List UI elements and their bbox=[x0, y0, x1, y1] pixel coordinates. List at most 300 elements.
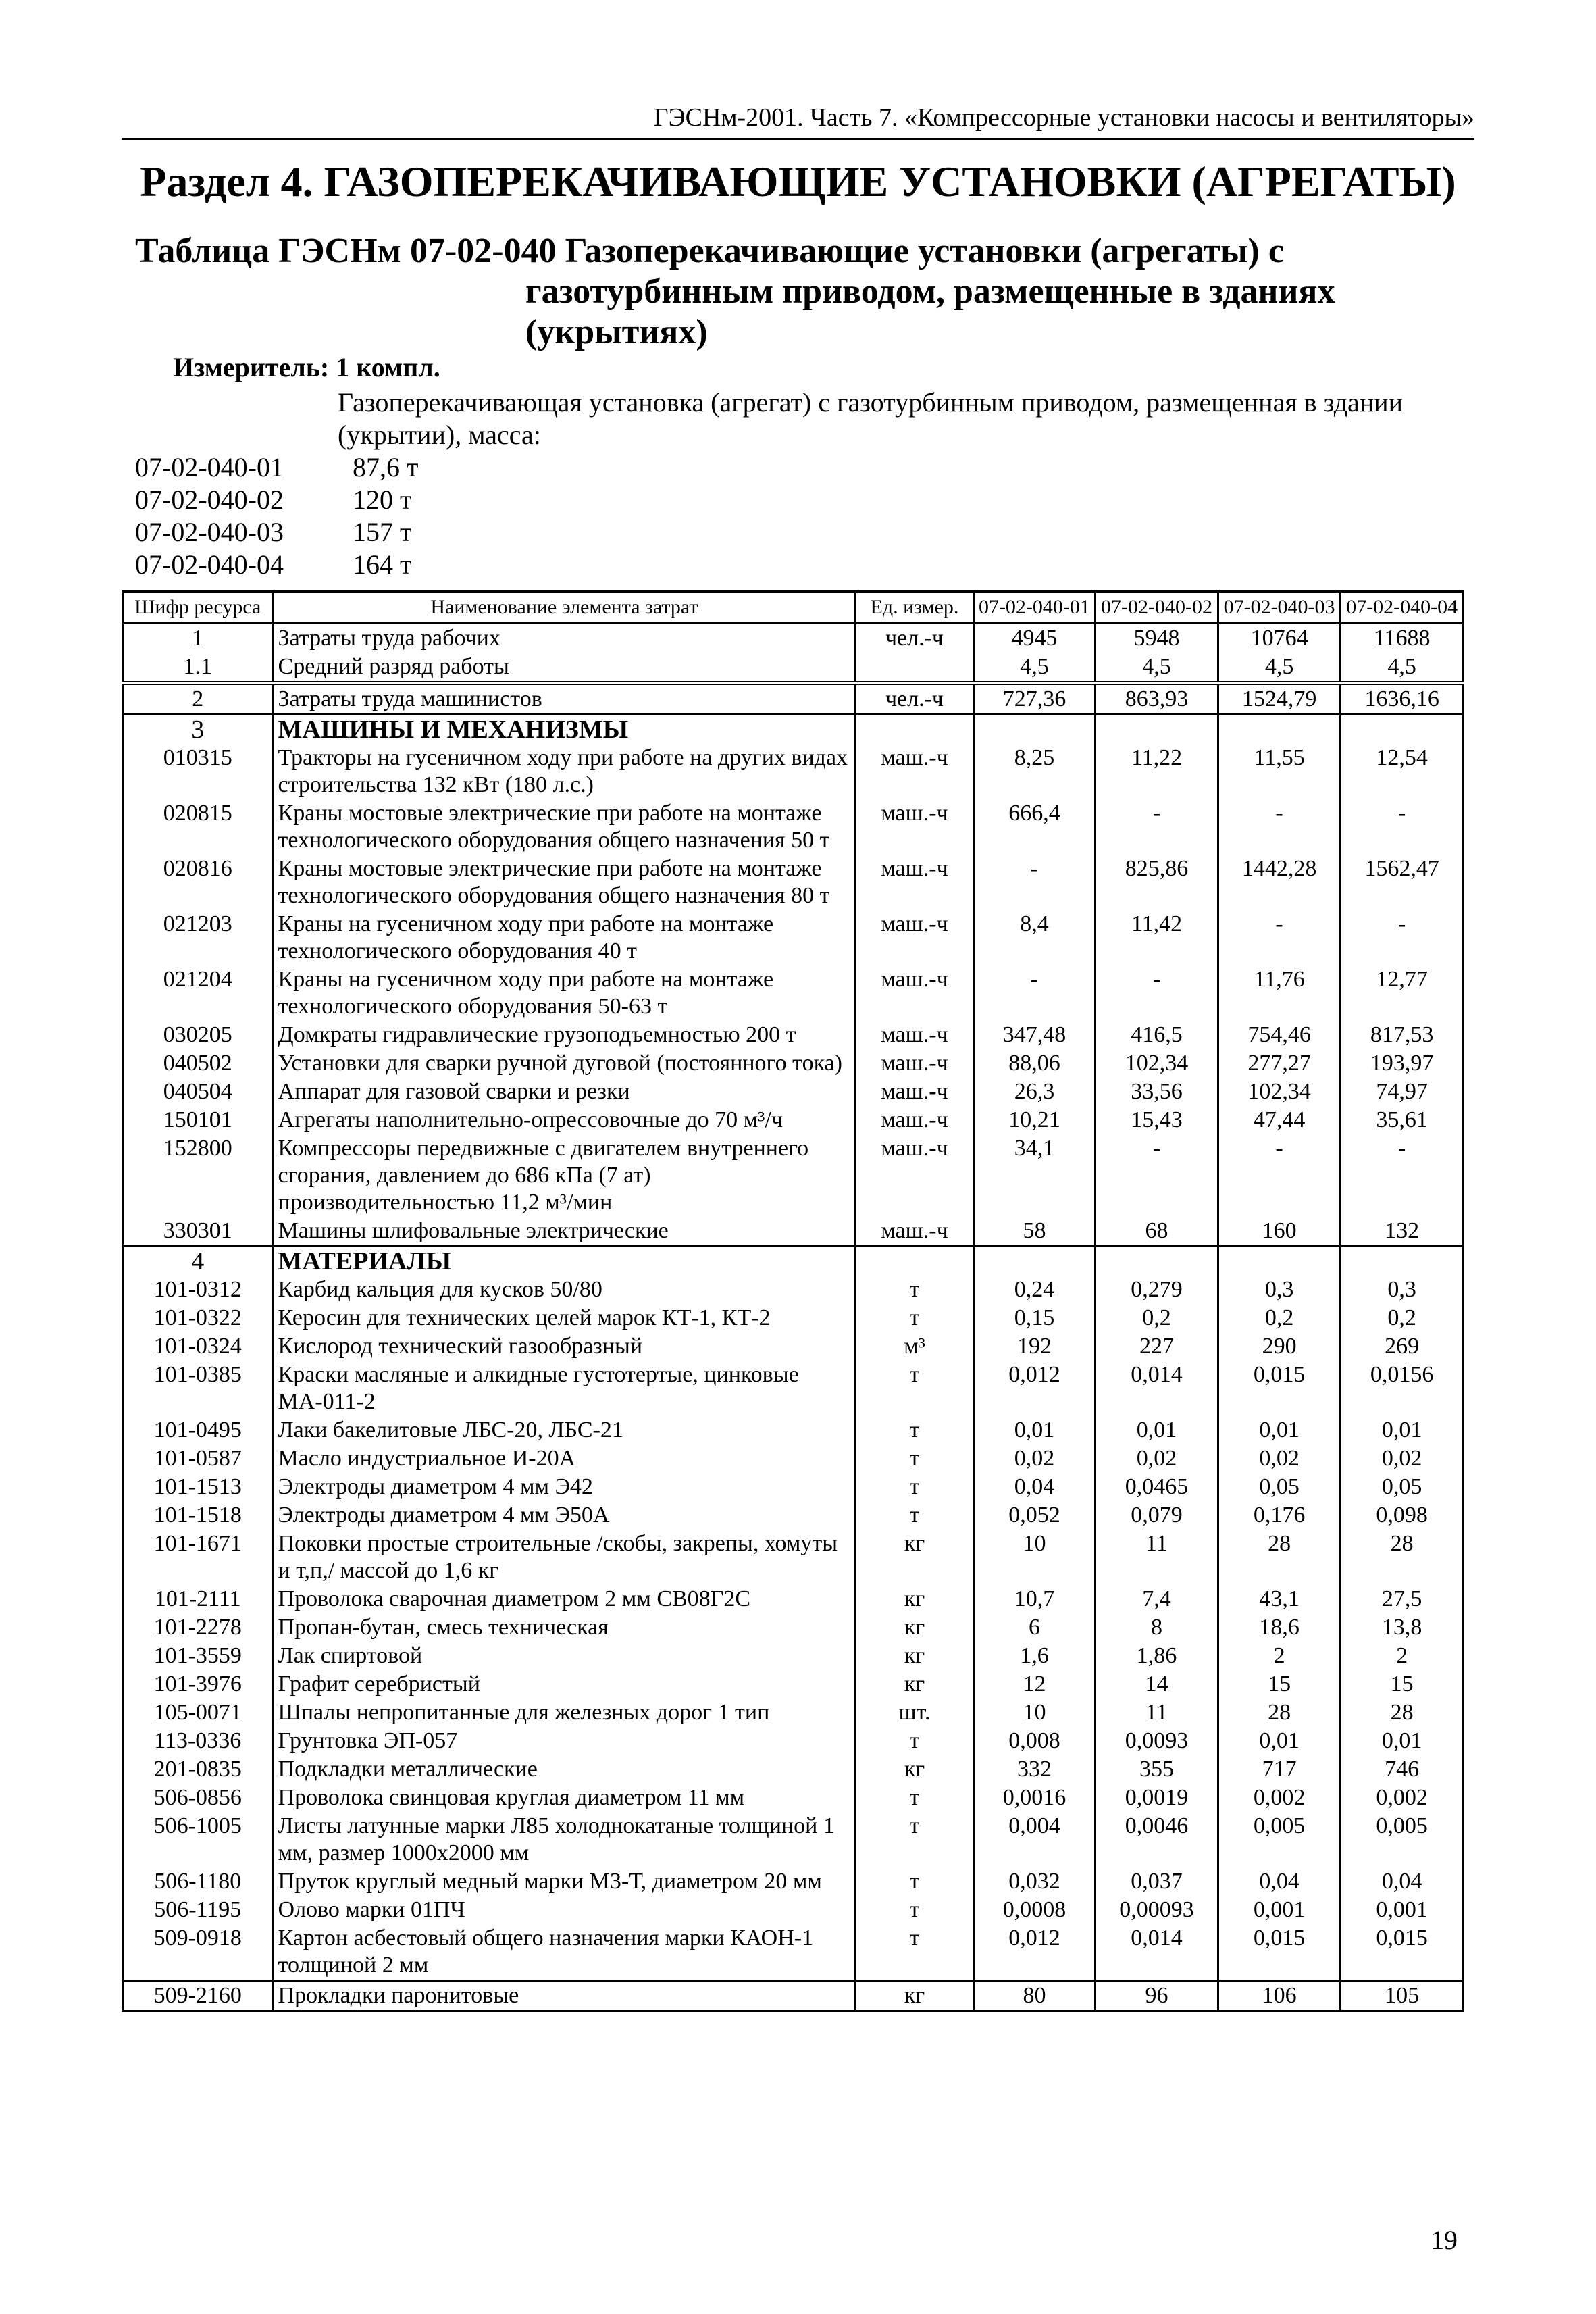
cell-name: Краны мостовые электрические при работе на монтаже технологического оборудования общего назначения 80 т bbox=[273, 855, 856, 910]
code: 07-02-040-03 bbox=[135, 517, 284, 547]
cell-value-2: 0,014 bbox=[1096, 1361, 1218, 1416]
cell-value-1: 0,04 bbox=[973, 1473, 1096, 1501]
cell-value-1 bbox=[973, 715, 1096, 745]
mass: 120 т bbox=[353, 484, 412, 515]
cell-name: Проволока сварочная диаметром 2 мм СВ08Г2С bbox=[273, 1585, 856, 1613]
cell-code: 030205 bbox=[123, 1021, 274, 1049]
cell-value-4: - bbox=[1341, 1134, 1464, 1217]
cell-name: Прокладки паронитовые bbox=[273, 1981, 856, 2011]
table-row bbox=[123, 799, 1464, 855]
cell-unit: т bbox=[856, 1473, 973, 1501]
cell-unit: т bbox=[856, 1784, 973, 1812]
cell-name: Проволока свинцовая круглая диаметром 11 мм bbox=[273, 1784, 856, 1812]
cell-unit: маш.-ч bbox=[856, 910, 973, 965]
cell-name: Краны мостовые электрические при работе на монтаже технологического оборудования общего назначения 50 т bbox=[273, 799, 856, 855]
cell-unit: чел.-ч bbox=[856, 624, 973, 653]
cell-value-2: 11,42 bbox=[1096, 910, 1218, 965]
cell-value-2: 416,5 bbox=[1096, 1021, 1218, 1049]
table-row bbox=[123, 1585, 1464, 1613]
cell-name: МАТЕРИАЛЫ bbox=[273, 1247, 856, 1276]
cell-code: 101-0587 bbox=[123, 1444, 274, 1473]
cell-value-2: 11 bbox=[1096, 1699, 1218, 1727]
cell-value-3: 43,1 bbox=[1218, 1585, 1341, 1613]
cell-code: 3 bbox=[123, 715, 274, 745]
cell-value-1: 58 bbox=[973, 1217, 1096, 1247]
cell-unit: маш.-ч bbox=[856, 744, 973, 799]
cell-unit: маш.-ч bbox=[856, 965, 973, 1021]
cell-value-1: 192 bbox=[973, 1332, 1096, 1361]
cell-value-3: - bbox=[1218, 799, 1341, 855]
cell-code: 150101 bbox=[123, 1106, 274, 1134]
cell-name: Кислород технический газообразный bbox=[273, 1332, 856, 1361]
cell-value-4: 0,015 bbox=[1341, 1924, 1464, 1981]
cell-value-3: 11,76 bbox=[1218, 965, 1341, 1021]
cell-unit: маш.-ч bbox=[856, 799, 973, 855]
cell-code: 101-3976 bbox=[123, 1670, 274, 1699]
table-row bbox=[123, 1812, 1464, 1867]
cell-unit: шт. bbox=[856, 1699, 973, 1727]
cell-value-3: 0,015 bbox=[1218, 1361, 1341, 1416]
cell-unit: т bbox=[856, 1444, 973, 1473]
cell-code: 4 bbox=[123, 1247, 274, 1276]
table-row bbox=[123, 1473, 1464, 1501]
cell-value-1: 0,052 bbox=[973, 1501, 1096, 1530]
cell-name: Тракторы на гусеничном ходу при работе на других видах строительства 132 кВт (180 л.с.) bbox=[273, 744, 856, 799]
cell-value-1: 4,5 bbox=[973, 653, 1096, 683]
cell-value-3: 47,44 bbox=[1218, 1106, 1341, 1134]
cell-code: 101-0385 bbox=[123, 1361, 274, 1416]
cell-value-2: 33,56 bbox=[1096, 1078, 1218, 1106]
table-row bbox=[123, 715, 1464, 745]
cell-value-3: 0,015 bbox=[1218, 1924, 1341, 1981]
cell-value-2: 0,2 bbox=[1096, 1304, 1218, 1332]
section-title: Раздел 4. ГАЗОПЕРЕКАЧИВАЮЩИЕ УСТАНОВКИ (АГРЕГАТЫ) bbox=[140, 157, 1456, 205]
table-row bbox=[123, 1444, 1464, 1473]
cell-value-4: 193,97 bbox=[1341, 1049, 1464, 1078]
cell-value-3: 0,02 bbox=[1218, 1444, 1341, 1473]
cell-unit: т bbox=[856, 1896, 973, 1924]
cell-value-1: 10,21 bbox=[973, 1106, 1096, 1134]
cell-value-4: 0,002 bbox=[1341, 1784, 1464, 1812]
cell-value-4: 4,5 bbox=[1341, 653, 1464, 683]
table-row bbox=[123, 910, 1464, 965]
cell-unit: кг bbox=[856, 1585, 973, 1613]
cell-unit: т bbox=[856, 1867, 973, 1896]
cell-code: 021204 bbox=[123, 965, 274, 1021]
table-row bbox=[123, 744, 1464, 799]
cell-value-1: 0,0016 bbox=[973, 1784, 1096, 1812]
cell-code: 330301 bbox=[123, 1217, 274, 1247]
cell-code: 506-0856 bbox=[123, 1784, 274, 1812]
cell-unit: кг bbox=[856, 1670, 973, 1699]
cell-value-3 bbox=[1218, 715, 1341, 745]
table-row bbox=[123, 855, 1464, 910]
col-header-v2: 07-02-040-02 bbox=[1096, 592, 1218, 624]
cell-value-4 bbox=[1341, 715, 1464, 745]
cell-value-3: 2 bbox=[1218, 1642, 1341, 1670]
cell-value-3: 0,01 bbox=[1218, 1727, 1341, 1755]
cell-name: Компрессоры передвижные с двигателем внутреннего сгорания, давлением до 686 кПа (7 ат) производительностью 11,2 м³/мин bbox=[273, 1134, 856, 1217]
cell-code: 101-0322 bbox=[123, 1304, 274, 1332]
table-row bbox=[123, 1924, 1464, 1981]
table-row bbox=[123, 1981, 1464, 2011]
col-header-name: Наименование элемента затрат bbox=[273, 592, 856, 624]
cell-name: Керосин для технических целей марок КТ-1, КТ-2 bbox=[273, 1304, 856, 1332]
cell-value-1: 6 bbox=[973, 1613, 1096, 1642]
cell-name: Электроды диаметром 4 мм Э42 bbox=[273, 1473, 856, 1501]
cell-value-4: 15 bbox=[1341, 1670, 1464, 1699]
cell-name: Установки для сварки ручной дуговой (постоянного тока) bbox=[273, 1049, 856, 1078]
table-row bbox=[123, 1613, 1464, 1642]
cell-code: 101-2111 bbox=[123, 1585, 274, 1613]
cell-value-3: 0,005 bbox=[1218, 1812, 1341, 1867]
cell-value-1: 666,4 bbox=[973, 799, 1096, 855]
cell-unit: кг bbox=[856, 1642, 973, 1670]
cell-value-1: 0,01 bbox=[973, 1416, 1096, 1444]
cell-value-3: 0,3 bbox=[1218, 1276, 1341, 1304]
code-list-item bbox=[135, 451, 418, 484]
cell-value-4: 0,02 bbox=[1341, 1444, 1464, 1473]
cell-value-1: 10 bbox=[973, 1530, 1096, 1585]
cell-value-2: 96 bbox=[1096, 1981, 1218, 2011]
table-row bbox=[123, 1134, 1464, 1217]
cell-value-3: 0,04 bbox=[1218, 1867, 1341, 1896]
cell-value-4: 28 bbox=[1341, 1699, 1464, 1727]
cell-value-4: 0,2 bbox=[1341, 1304, 1464, 1332]
cell-value-1: 0,012 bbox=[973, 1361, 1096, 1416]
cell-value-4: 746 bbox=[1341, 1755, 1464, 1784]
cell-value-2 bbox=[1096, 1247, 1218, 1276]
cell-name: Аппарат для газовой сварки и резки bbox=[273, 1078, 856, 1106]
cell-name: Картон асбестовый общего назначения марки КАОН-1 толщиной 2 мм bbox=[273, 1924, 856, 1981]
cell-code: 021203 bbox=[123, 910, 274, 965]
cell-code: 509-0918 bbox=[123, 1924, 274, 1981]
cell-value-2: 0,0019 bbox=[1096, 1784, 1218, 1812]
table-body bbox=[123, 624, 1464, 2011]
cell-value-3 bbox=[1218, 1247, 1341, 1276]
table-row bbox=[123, 1021, 1464, 1049]
cell-value-2: 102,34 bbox=[1096, 1049, 1218, 1078]
cell-value-2: 0,279 bbox=[1096, 1276, 1218, 1304]
cell-code: 105-0071 bbox=[123, 1699, 274, 1727]
cell-value-4: 27,5 bbox=[1341, 1585, 1464, 1613]
item-description: Газоперекачивающая установка (агрегат) с газотурбинным приводом, размещенная в здании (укрытии), масса: bbox=[338, 387, 1404, 450]
cell-unit: кг bbox=[856, 1755, 973, 1784]
col-header-v3: 07-02-040-03 bbox=[1218, 592, 1341, 624]
cell-value-3: 106 bbox=[1218, 1981, 1341, 2011]
cell-unit: кг bbox=[856, 1613, 973, 1642]
cell-value-4: 0,3 bbox=[1341, 1276, 1464, 1304]
table-row bbox=[123, 1642, 1464, 1670]
table-row bbox=[123, 1896, 1464, 1924]
cell-value-2 bbox=[1096, 715, 1218, 745]
cell-value-3: 102,34 bbox=[1218, 1078, 1341, 1106]
cell-value-4: 0,098 bbox=[1341, 1501, 1464, 1530]
cell-unit: т bbox=[856, 1924, 973, 1981]
table-row bbox=[123, 1699, 1464, 1727]
cell-value-3: 0,05 bbox=[1218, 1473, 1341, 1501]
cell-value-4: 0,01 bbox=[1341, 1416, 1464, 1444]
cell-name: Графит серебристый bbox=[273, 1670, 856, 1699]
cell-value-2: 5948 bbox=[1096, 624, 1218, 653]
cell-unit: маш.-ч bbox=[856, 855, 973, 910]
cell-value-2: 863,93 bbox=[1096, 683, 1218, 715]
cell-code: 101-3559 bbox=[123, 1642, 274, 1670]
cell-value-2: 4,5 bbox=[1096, 653, 1218, 683]
cell-code: 506-1195 bbox=[123, 1896, 274, 1924]
cell-code: 509-2160 bbox=[123, 1981, 274, 2011]
cell-code: 101-0312 bbox=[123, 1276, 274, 1304]
cell-value-2: 0,014 bbox=[1096, 1924, 1218, 1981]
cell-value-2: - bbox=[1096, 1134, 1218, 1217]
cell-value-4: 0,0156 bbox=[1341, 1361, 1464, 1416]
cell-code: 020815 bbox=[123, 799, 274, 855]
cell-value-1: 347,48 bbox=[973, 1021, 1096, 1049]
cell-value-1: 0,008 bbox=[973, 1727, 1096, 1755]
table-row bbox=[123, 1332, 1464, 1361]
cell-unit: т bbox=[856, 1501, 973, 1530]
cell-name: Краны на гусеничном ходу при работе на монтаже технологического оборудования 50-63 т bbox=[273, 965, 856, 1021]
cell-value-3: 4,5 bbox=[1218, 653, 1341, 683]
cell-value-1 bbox=[973, 1247, 1096, 1276]
table-row bbox=[123, 1784, 1464, 1812]
cell-value-3: - bbox=[1218, 910, 1341, 965]
cell-name: МАШИНЫ И МЕХАНИЗМЫ bbox=[273, 715, 856, 745]
code-list-item bbox=[135, 549, 418, 581]
cell-name: Лак спиртовой bbox=[273, 1642, 856, 1670]
cell-value-3: 1524,79 bbox=[1218, 683, 1341, 715]
cell-value-3: 754,46 bbox=[1218, 1021, 1341, 1049]
table-row bbox=[123, 1049, 1464, 1078]
table-row bbox=[123, 1867, 1464, 1896]
cell-name: Агрегаты наполнительно-опрессовочные до 70 м³/ч bbox=[273, 1106, 856, 1134]
cell-value-3: 717 bbox=[1218, 1755, 1341, 1784]
cell-value-3: 290 bbox=[1218, 1332, 1341, 1361]
cell-value-4: 74,97 bbox=[1341, 1078, 1464, 1106]
cell-unit: кг bbox=[856, 1530, 973, 1585]
table-row bbox=[123, 1670, 1464, 1699]
cell-unit: м³ bbox=[856, 1332, 973, 1361]
cell-value-3: 15 bbox=[1218, 1670, 1341, 1699]
cell-code: 020816 bbox=[123, 855, 274, 910]
cell-name: Подкладки металлические bbox=[273, 1755, 856, 1784]
cell-value-3: 0,01 bbox=[1218, 1416, 1341, 1444]
cell-unit: чел.-ч bbox=[856, 683, 973, 715]
cell-name: Поковки простые строительные /скобы, закрепы, хомуты и т,п,/ массой до 1,6 кг bbox=[273, 1530, 856, 1585]
cell-value-1: 727,36 bbox=[973, 683, 1096, 715]
cell-name: Шпалы непропитанные для железных дорог 1 тип bbox=[273, 1699, 856, 1727]
cell-value-3: 18,6 bbox=[1218, 1613, 1341, 1642]
page-number: 19 bbox=[1431, 2225, 1458, 2255]
cell-value-4: 35,61 bbox=[1341, 1106, 1464, 1134]
cell-value-2: 0,02 bbox=[1096, 1444, 1218, 1473]
cell-name: Краны на гусеничном ходу при работе на монтаже технологического оборудования 40 т bbox=[273, 910, 856, 965]
cell-value-1: 10,7 bbox=[973, 1585, 1096, 1613]
cell-code: 101-0324 bbox=[123, 1332, 274, 1361]
cell-unit: маш.-ч bbox=[856, 1134, 973, 1217]
cell-value-2: 0,01 bbox=[1096, 1416, 1218, 1444]
cell-code: 1 bbox=[123, 624, 274, 653]
cell-value-2: 68 bbox=[1096, 1217, 1218, 1247]
table-title: Таблица ГЭСНм 07-02-040 Газоперекачивающие установки (агрегаты) с bbox=[135, 232, 1284, 270]
cell-code: 101-1671 bbox=[123, 1530, 274, 1585]
col-header-v1: 07-02-040-01 bbox=[973, 592, 1096, 624]
cell-name: Карбид кальция для кусков 50/80 bbox=[273, 1276, 856, 1304]
cell-value-2: 11 bbox=[1096, 1530, 1218, 1585]
table-row bbox=[123, 1501, 1464, 1530]
cell-code: 506-1180 bbox=[123, 1867, 274, 1896]
cell-unit: маш.-ч bbox=[856, 1078, 973, 1106]
cell-value-4: 12,54 bbox=[1341, 744, 1464, 799]
cell-value-2: - bbox=[1096, 965, 1218, 1021]
cell-value-4: 105 bbox=[1341, 1981, 1464, 2011]
cell-value-1: 88,06 bbox=[973, 1049, 1096, 1078]
cell-value-1: 8,4 bbox=[973, 910, 1096, 965]
cell-name: Краски масляные и алкидные густотертые, цинковые МА-011-2 bbox=[273, 1361, 856, 1416]
cell-unit: маш.-ч bbox=[856, 1106, 973, 1134]
cell-unit: т bbox=[856, 1812, 973, 1867]
cell-value-4: 2 bbox=[1341, 1642, 1464, 1670]
cell-unit: маш.-ч bbox=[856, 1049, 973, 1078]
cell-value-4: 0,04 bbox=[1341, 1867, 1464, 1896]
cell-name: Грунтовка ЭП-057 bbox=[273, 1727, 856, 1755]
mass: 87,6 т bbox=[353, 452, 419, 482]
cell-value-2: 0,0046 bbox=[1096, 1812, 1218, 1867]
mass: 157 т bbox=[353, 517, 412, 547]
cell-code: 2 bbox=[123, 683, 274, 715]
cell-value-1: 0,15 bbox=[973, 1304, 1096, 1332]
cell-code: 113-0336 bbox=[123, 1727, 274, 1755]
cell-unit: кг bbox=[856, 1981, 973, 2011]
cell-unit: т bbox=[856, 1304, 973, 1332]
cell-value-4: 1562,47 bbox=[1341, 855, 1464, 910]
cell-value-2: 1,86 bbox=[1096, 1642, 1218, 1670]
cell-value-4: 269 bbox=[1341, 1332, 1464, 1361]
cell-value-3: 0,002 bbox=[1218, 1784, 1341, 1812]
cell-name: Машины шлифовальные электрические bbox=[273, 1217, 856, 1247]
mass: 164 т bbox=[353, 549, 412, 580]
cell-value-3: 28 bbox=[1218, 1530, 1341, 1585]
cell-value-1: 0,012 bbox=[973, 1924, 1096, 1981]
cell-value-4: 13,8 bbox=[1341, 1613, 1464, 1642]
cell-value-4: 817,53 bbox=[1341, 1021, 1464, 1049]
cell-value-1: 4945 bbox=[973, 624, 1096, 653]
cell-value-1: 26,3 bbox=[973, 1078, 1096, 1106]
table-row bbox=[123, 1276, 1464, 1304]
cell-value-3: - bbox=[1218, 1134, 1341, 1217]
cell-unit: т bbox=[856, 1727, 973, 1755]
cell-value-1: 34,1 bbox=[973, 1134, 1096, 1217]
cell-value-1: 0,02 bbox=[973, 1444, 1096, 1473]
col-header-unit: Ед. измер. bbox=[856, 592, 973, 624]
cell-value-3: 10764 bbox=[1218, 624, 1341, 653]
col-header-v4: 07-02-040-04 bbox=[1341, 592, 1464, 624]
cell-value-1: 0,0008 bbox=[973, 1896, 1096, 1924]
table-row bbox=[123, 1530, 1464, 1585]
cell-unit: маш.-ч bbox=[856, 1217, 973, 1247]
cell-name: Затраты труда рабочих bbox=[273, 624, 856, 653]
code: 07-02-040-02 bbox=[135, 484, 284, 515]
cell-value-1: 8,25 bbox=[973, 744, 1096, 799]
meter-label: Измеритель: 1 компл. bbox=[173, 352, 440, 382]
cell-code: 506-1005 bbox=[123, 1812, 274, 1867]
cell-value-1: 0,032 bbox=[973, 1867, 1096, 1896]
cell-code: 040502 bbox=[123, 1049, 274, 1078]
cell-value-4: 11688 bbox=[1341, 624, 1464, 653]
cell-value-2: 11,22 bbox=[1096, 744, 1218, 799]
table-row bbox=[123, 653, 1464, 683]
table-row bbox=[123, 1078, 1464, 1106]
table-row bbox=[123, 683, 1464, 715]
cell-value-3: 0,176 bbox=[1218, 1501, 1341, 1530]
table-row bbox=[123, 1247, 1464, 1276]
code: 07-02-040-04 bbox=[135, 549, 284, 580]
table-row bbox=[123, 624, 1464, 653]
cell-value-1: 0,24 bbox=[973, 1276, 1096, 1304]
cell-name: Пропан-бутан, смесь техническая bbox=[273, 1613, 856, 1642]
resource-table bbox=[122, 590, 1464, 2012]
cell-name: Затраты труда машинистов bbox=[273, 683, 856, 715]
table-title-continued: газотурбинным приводом, размещенные в зданиях (укрытиях) bbox=[525, 272, 1335, 351]
cell-name: Пруток круглый медный марки М3-Т, диаметром 20 мм bbox=[273, 1867, 856, 1896]
cell-value-2: 355 bbox=[1096, 1755, 1218, 1784]
code: 07-02-040-01 bbox=[135, 452, 284, 482]
cell-value-4: 1636,16 bbox=[1341, 683, 1464, 715]
cell-value-4: 12,77 bbox=[1341, 965, 1464, 1021]
cell-unit: т bbox=[856, 1276, 973, 1304]
cell-value-4: 0,05 bbox=[1341, 1473, 1464, 1501]
code-list-item bbox=[135, 484, 418, 516]
cell-value-2: 227 bbox=[1096, 1332, 1218, 1361]
cell-name: Средний разряд работы bbox=[273, 653, 856, 683]
cell-value-2: - bbox=[1096, 799, 1218, 855]
cell-name: Лаки бакелитовые ЛБС-20, ЛБС-21 bbox=[273, 1416, 856, 1444]
table-row bbox=[123, 1106, 1464, 1134]
cell-code: 010315 bbox=[123, 744, 274, 799]
cell-value-1: 10 bbox=[973, 1699, 1096, 1727]
cell-unit: т bbox=[856, 1361, 973, 1416]
cell-code: 040504 bbox=[123, 1078, 274, 1106]
cell-code: 101-0495 bbox=[123, 1416, 274, 1444]
cell-value-3: 0,001 bbox=[1218, 1896, 1341, 1924]
cell-unit bbox=[856, 1247, 973, 1276]
cell-unit: т bbox=[856, 1416, 973, 1444]
cell-code: 152800 bbox=[123, 1134, 274, 1217]
cell-value-2: 8 bbox=[1096, 1613, 1218, 1642]
cell-code: 101-1513 bbox=[123, 1473, 274, 1501]
cell-value-3: 277,27 bbox=[1218, 1049, 1341, 1078]
cell-value-4: 132 bbox=[1341, 1217, 1464, 1247]
cell-name: Листы латунные марки Л85 холоднокатаные толщиной 1 мм, размер 1000х2000 мм bbox=[273, 1812, 856, 1867]
cell-value-2: 0,037 bbox=[1096, 1867, 1218, 1896]
cell-name: Электроды диаметром 4 мм Э50А bbox=[273, 1501, 856, 1530]
cell-value-1: 12 bbox=[973, 1670, 1096, 1699]
code-list-item bbox=[135, 516, 418, 549]
cell-name: Масло индустриальное И-20А bbox=[273, 1444, 856, 1473]
cell-value-4: 28 bbox=[1341, 1530, 1464, 1585]
cell-name: Олово марки 01ПЧ bbox=[273, 1896, 856, 1924]
cell-value-2: 825,86 bbox=[1096, 855, 1218, 910]
cell-code: 201-0835 bbox=[123, 1755, 274, 1784]
cell-value-3: 160 bbox=[1218, 1217, 1341, 1247]
cell-value-2: 0,0465 bbox=[1096, 1473, 1218, 1501]
cell-value-2: 7,4 bbox=[1096, 1585, 1218, 1613]
cell-name: Домкраты гидравлические грузоподъемностью 200 т bbox=[273, 1021, 856, 1049]
cell-value-4: 0,005 bbox=[1341, 1812, 1464, 1867]
table-row bbox=[123, 1727, 1464, 1755]
cell-code: 1.1 bbox=[123, 653, 274, 683]
cell-value-2: 0,00093 bbox=[1096, 1896, 1218, 1924]
